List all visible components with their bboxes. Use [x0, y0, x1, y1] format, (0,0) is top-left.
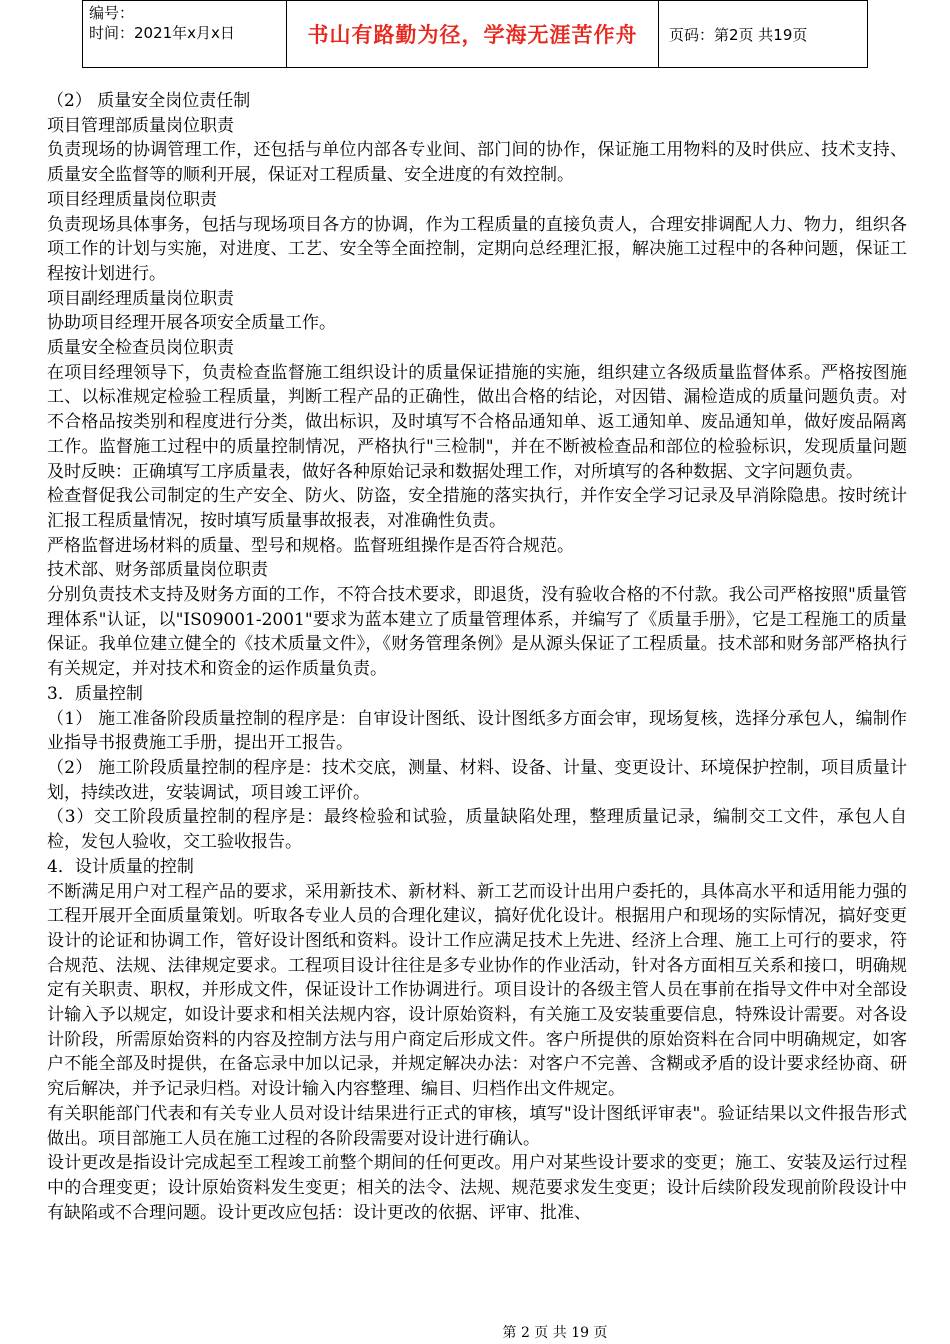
subheading: 项目副经理质量岗位职责 [47, 288, 234, 309]
document-body [47, 89, 907, 1225]
page-footer: 第 2 页 共 19 页 [502, 1325, 608, 1341]
paragraph: 严格监督进场材料的质量、型号和规格。监督班组操作是否符合规范。 [47, 535, 574, 556]
paragraph: 协助项目经理开展各项安全质量工作。 [47, 313, 336, 334]
list-item: （3）交工阶段质量控制的程序是：最终检验和试验，质量缺陷处理，整理质量记录，编制交工文件，承包人自检，发包人验收，交工验收报告。 [47, 807, 907, 853]
subheading: 质量安全检查员岗位职责 [47, 338, 234, 359]
section-heading: 4．设计质量的控制 [47, 856, 194, 877]
subheading: 项目管理部质量岗位职责 [47, 115, 234, 136]
section-heading: 3．质量控制 [47, 683, 143, 704]
header-meta [83, 1, 287, 68]
header-page-info: 页码：第2页 共19页 [659, 1, 868, 68]
header-motto-cell [287, 1, 659, 68]
paragraph: 负责现场的协调管理工作，还包括与单位内部各专业间、部门间的协作，保证施工用物料的及时供应、技术支持、质量安全监督等的顺利开展，保证对工程质量、安全进度的有效控制。 [47, 140, 907, 186]
list-item: （1） 施工准备阶段质量控制的程序是：自审设计图纸、设计图纸多方面会审，现场复核，选择分承包人，编制作业指导书报费施工手册，提出开工报告。 [47, 708, 907, 754]
page-header [82, 0, 868, 68]
section-heading: （2） 质量安全岗位责任制 [47, 91, 251, 111]
paragraph: 负责现场具体事务，包括与现场项目各方的协调，作为工程质量的直接负责人，合理安排调配人力、物力，组织各项工作的计划与实施，对进度、工艺、安全等全面控制，定期向总经理汇报，解决施工过程中的各种问题，保证工程按计划进行。 [47, 214, 907, 284]
paragraph: 有关职能部门代表和有关专业人员对设计结果进行正式的审核，填写"设计图纸评审表"。验证结果以文件报告形式做出。项目部施工人员在施工过程的各阶段需要对设计进行确认。 [47, 1103, 907, 1149]
document-number-label: 编号： [89, 4, 135, 22]
header-motto: 书山有路勤为径，学海无涯苦作舟 [307, 23, 638, 47]
paragraph: 不断满足用户对工程产品的要求，采用新技术、新材料、新工艺而设计出用户委托的，具体高水平和适用能力强的工程开展开全面质量策划。听取各专业人员的合理化建议，搞好优化设计。根据用户和现场的实际情况，搞好变更设计的论证和协调工作，管好设计图纸和资料。设计工作应满足技术上先进、经济上合理、施工上可行的要求，符合规范、法规、法律规定要求。工程项目设计往往是多专业协作的作业活动，针对各方面相互关系和接口，明确规定有关职责、职权，并形成文件，保证设计工作协调进行。项目设计的各级主管人员在事前在指导文件中对全部设计输入予以规定，如设计要求和相关法规内容，设计原始资料，有关施工及安装重要信息，特殊设计需要。对各设计阶段，所需原始资料的内容及控制方法与用户商定后形成文件。客户所提供的原始资料在合同中明确规定，如客户不能全部及时提供，在备忘录中加以记录，并规定解决办法：对客户不完善、含糊或矛盾的设计要求经协商、研究后解决，并予记录归档。对设计输入内容整理、编目、归档作出文件规定。 [47, 881, 907, 1100]
paragraph: 设计更改是指设计完成起至工程竣工前整个期间的任何更改。用户对某些设计要求的变更；施工、安装及运行过程中的合理变更；设计原始资料发生变更；相关的法令、法规、规范要求发生变更；设计后续阶段发现前阶段设计中有缺陷或不合理问题。设计更改应包括：设计更改的依据、评审、批准、 [47, 1153, 907, 1223]
paragraph: 分别负责技术支持及财务方面的工作，不符合技术要求，即退货，没有验收合格的不付款。我公司严格按照"质量管理体系"认证，以"IS09001-2001"要求为蓝本建立了质量管理体系，并编写了《质量手册》，它是工程施工的质量保证。我单位建立健全的《技术质量文件》，《财务管理条例》是从源头保证了工程质量。技术部和财务部严格执行有关规定，并对技术和资金的运作质量负责。 [47, 585, 907, 680]
paragraph: 检查督促我公司制定的生产安全、防火、防盗，安全措施的落实执行，并作安全学习记录及早消除隐患。按时统计汇报工程质量情况，按时填写质量事故报表，对准确性负责。 [47, 486, 907, 531]
paragraph: 在项目经理领导下，负责检查监督施工组织设计的质量保证措施的实施，组织建立各级质量监督体系。严格按图施工、以标准规定检验工程质量，判断工程产品的正确性，做出合格的结论，对因错、漏检造成的质量问题负责。对不合格品按类别和程度进行分类，做出标识，及时填写不合格品通知单、返工通知单、废品通知单，做好废品隔离工作。监督施工过程中的质量控制情况，严格执行"三检制"，并在不断被检查品和部位的检验标识，发现质量问题及时反映：正确填写工序质量表，做好各种原始记录和数据处理工作，对所填写的各种数据、文字问题负责。 [47, 362, 907, 482]
list-item: （2） 施工阶段质量控制的程序是：技术交底，测量、材料、设备、计量、变更设计、环境保护控制，项目质量计划，持续改进，安装调试，项目竣工评价。 [47, 757, 907, 803]
subheading: 项目经理质量岗位职责 [47, 189, 217, 210]
subheading: 技术部、财务部质量岗位职责 [47, 560, 268, 581]
document-time: 时间：2021年x月x日 [89, 24, 235, 42]
